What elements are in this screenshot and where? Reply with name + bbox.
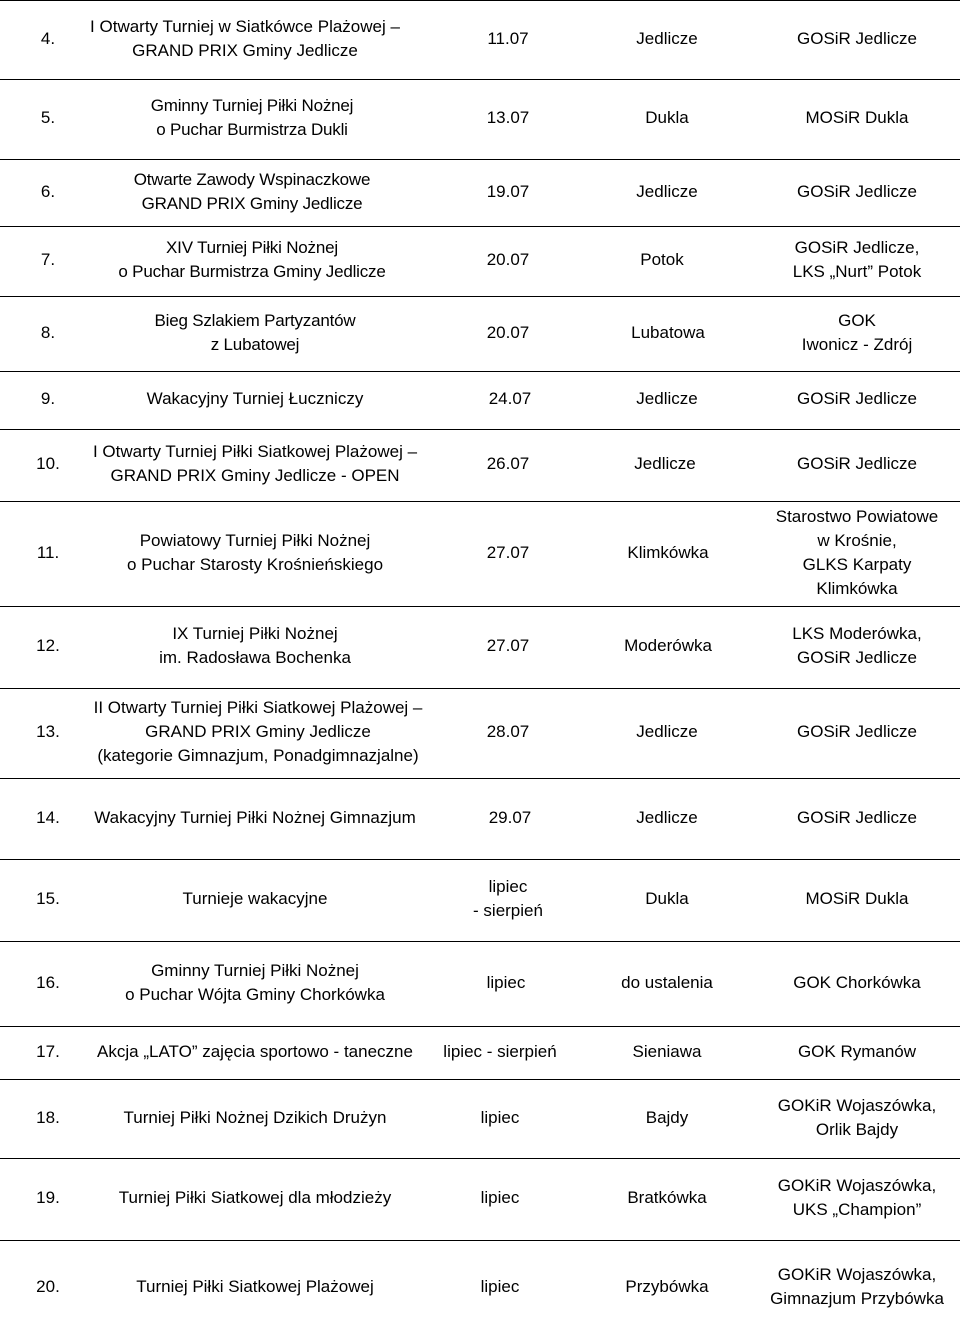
event-place [577, 0, 757, 78]
event-place [577, 1025, 757, 1078]
event-date [423, 605, 593, 687]
event-date-line: 19.07 [486, 181, 530, 201]
event-organizer-line: MOSiR Dukla [805, 108, 909, 127]
event-date [423, 0, 593, 78]
event-name [45, 1239, 465, 1334]
event-date-line: 24.07 [488, 389, 532, 408]
event-organizer [747, 940, 960, 1025]
event-name-line: GRAND PRIX Gminy Jedlicze [145, 722, 371, 741]
event-place-line: Bratkówka [627, 1188, 707, 1207]
event-organizer [747, 605, 960, 687]
event-date [423, 428, 593, 500]
event-place-line: Lubatowa [631, 322, 705, 342]
row-number-line: 7. [40, 250, 56, 269]
event-organizer [747, 78, 960, 158]
event-place [577, 858, 757, 940]
event-name [45, 295, 465, 370]
event-name-line: Gminny Turniej Piłki Nożnej [150, 96, 354, 115]
row-number-line: 8. [40, 322, 56, 342]
event-name-line: Bieg Szlakiem Partyzantów [154, 310, 356, 330]
event-place-line: Jedlicze [636, 29, 698, 48]
event-place-line: do ustalenia [621, 972, 713, 992]
event-name [45, 777, 465, 858]
event-date-line: lipiec [480, 1188, 520, 1207]
event-place [577, 777, 757, 858]
event-place-line: Dukla [645, 889, 689, 908]
event-name-line: o Puchar Burmistrza Dukli [156, 120, 348, 139]
row-number-line: 19. [36, 1188, 60, 1207]
event-name [45, 370, 465, 428]
event-place [577, 940, 757, 1025]
event-name [42, 225, 462, 295]
event-name-line: Gminny Turniej Piłki Nożnej [151, 960, 359, 980]
event-name-line: Wakacyjny Turniej Piłki Nożnej Gimnazjum [94, 807, 416, 827]
event-date [423, 687, 593, 777]
event-organizer-line: GOSiR Jedlicze [797, 807, 917, 827]
event-name [45, 500, 465, 605]
event-organizer-line: GLKS Karpaty [802, 554, 912, 574]
event-organizer-line: UKS „Champion” [792, 1200, 922, 1219]
event-date [415, 1025, 585, 1078]
event-organizer-line: LKS Moderówka, [792, 624, 922, 643]
event-date-line: lipiec - sierpień [443, 1041, 557, 1061]
event-organizer [747, 0, 960, 78]
event-date [423, 858, 593, 940]
event-date [423, 78, 593, 158]
event-organizer [747, 687, 960, 777]
event-organizer-line: Klimkówka [816, 578, 898, 598]
row-number-line: 10. [36, 454, 60, 473]
event-organizer-line: GOK [838, 310, 876, 330]
event-organizer-line: GOSiR Jedlicze [797, 29, 917, 48]
event-organizer-line: Gimnazjum Przybówka [770, 1288, 944, 1308]
event-organizer-line: GOKiR Wojaszówka, [777, 1095, 937, 1115]
event-place [578, 605, 758, 687]
event-date-line: 13.07 [486, 108, 530, 127]
event-name [42, 78, 462, 158]
event-name-line: Wakacyjny Turniej Łuczniczy [146, 389, 364, 408]
event-name [35, 0, 455, 78]
event-organizer-line: Orlik Bajdy [815, 1119, 899, 1139]
event-organizer-line: GOSiR Jedlicze, [794, 238, 920, 257]
event-organizer-line: MOSiR Dukla [805, 889, 909, 908]
event-organizer [747, 500, 960, 605]
event-name [45, 1078, 465, 1157]
event-date [415, 1239, 585, 1334]
event-organizer [747, 1157, 960, 1239]
event-organizer-line: GOK Rymanów [797, 1041, 917, 1061]
event-organizer-line: Iwonicz - Zdrój [801, 334, 913, 354]
row-number-line: 9. [40, 389, 56, 408]
event-date-line: 29.07 [488, 807, 532, 827]
event-organizer [747, 225, 960, 295]
row-number-line: 6. [40, 181, 56, 201]
event-organizer-line: LKS „Nurt” Potok [792, 262, 922, 281]
event-place [577, 370, 757, 428]
event-organizer-line: GOKiR Wojaszówka, [777, 1176, 937, 1195]
event-date [415, 1157, 585, 1239]
event-organizer [747, 428, 960, 500]
event-organizer [747, 1078, 960, 1157]
event-date-line: 11.07 [487, 29, 529, 48]
row-number-line: 17. [36, 1041, 60, 1061]
event-place-line: Klimkówka [627, 542, 709, 562]
event-date-line: lipiec [480, 1107, 520, 1127]
event-organizer [747, 1239, 960, 1334]
event-name [45, 858, 465, 940]
event-date-line: 20.07 [486, 250, 530, 269]
event-name-line: Akcja „LATO” zajęcia sportowo - taneczne [97, 1041, 413, 1061]
event-organizer-line: Starostwo Powiatowe [775, 506, 939, 526]
event-place-line: Sieniawa [632, 1041, 702, 1061]
event-place-line: Jedlicze [636, 181, 698, 201]
event-name-line: IX Turniej Piłki Nożnej [172, 624, 338, 643]
event-organizer [747, 858, 960, 940]
event-date-line: 27.07 [486, 636, 530, 655]
row-number-line: 12. [36, 636, 60, 655]
event-name-line: o Puchar Wójta Gminy Chorkówka [125, 984, 385, 1004]
row-number-line: 16. [36, 972, 60, 992]
event-name-line: GRAND PRIX Gminy Jedlicze [141, 193, 363, 213]
event-name [48, 687, 468, 777]
event-date-line: lipiec [488, 877, 528, 896]
event-organizer [747, 1025, 960, 1078]
event-date [423, 225, 593, 295]
event-organizer [747, 158, 960, 225]
event-place-line: Dukla [645, 108, 689, 127]
row-number-line: 13. [36, 722, 60, 741]
event-date-line: 26.07 [486, 454, 530, 473]
event-place-line: Jedlicze [634, 454, 696, 473]
event-organizer-line: GOSiR Jedlicze [797, 181, 917, 201]
event-name-line: im. Radosława Bochenka [159, 648, 351, 667]
row-number-line: 14. [36, 807, 60, 827]
event-place-line: Moderówka [624, 636, 712, 655]
event-name-line: Powiatowy Turniej Piłki Nożnej [139, 530, 371, 550]
event-place [578, 500, 758, 605]
row-number-line: 15. [36, 889, 60, 908]
event-name [45, 605, 465, 687]
event-place-line: Jedlicze [636, 722, 698, 741]
event-place [577, 1078, 757, 1157]
event-name-line: Turniej Piłki Siatkowej Plażowej [136, 1276, 374, 1296]
event-date [423, 295, 593, 370]
event-place-line: Bajdy [645, 1107, 689, 1127]
row-number-line: 18. [36, 1107, 60, 1127]
event-date-line: 20.07 [486, 322, 530, 342]
event-date [425, 777, 595, 858]
event-date-line: 28.07 [486, 722, 530, 741]
event-organizer-line: GOSiR Jedlicze [797, 389, 917, 408]
row-number-line: 11. [36, 542, 60, 562]
event-organizer [747, 370, 960, 428]
event-organizer-line: GOSiR Jedlicze [797, 648, 917, 667]
event-name-line: (kategorie Gimnazjum, Ponadgimnazjalne) [97, 746, 419, 765]
event-name-line: Turnieje wakacyjne [182, 889, 328, 908]
event-name-line: Turniej Piłki Siatkowej dla młodzieży [118, 1188, 392, 1207]
event-place-line: Przybówka [625, 1276, 709, 1296]
event-name [42, 158, 462, 225]
event-date-line: - sierpień [473, 901, 543, 920]
event-name-line: Otwarte Zawody Wspinaczkowe [133, 169, 371, 189]
event-date [425, 370, 595, 428]
event-date [423, 158, 593, 225]
row-number-line: 20. [36, 1276, 60, 1296]
event-date [423, 500, 593, 605]
event-name-line: o Puchar Starosty Krośnieńskiego [126, 554, 384, 574]
event-name-line: GRAND PRIX Gminy Jedlicze [132, 41, 358, 60]
event-name [45, 940, 465, 1025]
event-place [577, 1157, 757, 1239]
event-name-line: Turniej Piłki Nożnej Dzikich Drużyn [123, 1107, 387, 1127]
event-name-line: XIV Turniej Piłki Nożnej [166, 238, 338, 257]
event-place [578, 295, 758, 370]
event-place-line: Jedlicze [636, 807, 698, 827]
event-organizer-line: w Krośnie, [817, 530, 897, 550]
row-number-line: 4. [40, 29, 56, 48]
event-date-line: lipiec [486, 972, 526, 992]
event-place [577, 78, 757, 158]
event-organizer-line: GOSiR Jedlicze [797, 454, 917, 473]
event-place-line: Potok [640, 250, 684, 269]
event-name [45, 1025, 465, 1078]
event-place [577, 1239, 757, 1334]
event-organizer [747, 777, 960, 858]
event-place [577, 158, 757, 225]
event-organizer-line: GOKiR Wojaszówka, [777, 1264, 937, 1284]
event-date-line: 27.07 [486, 542, 530, 562]
event-name [45, 1157, 465, 1239]
event-name-line: I Otwarty Turniej Piłki Siatkowej Plażowej – [92, 442, 418, 461]
event-place [572, 225, 752, 295]
event-name-line: II Otwarty Turniej Piłki Siatkowej Plażowej – [93, 698, 423, 717]
event-name-line: GRAND PRIX Gminy Jedlicze - OPEN [110, 466, 400, 485]
event-date-line: lipiec [480, 1276, 520, 1296]
event-date [415, 1078, 585, 1157]
event-place [577, 687, 757, 777]
event-organizer-line: GOK Chorkówka [793, 972, 921, 992]
event-name-line: I Otwarty Turniej w Siatkówce Plażowej – [90, 17, 400, 36]
event-place [575, 428, 755, 500]
row-number-line: 5. [40, 108, 56, 127]
event-name-line: o Puchar Burmistrza Gminy Jedlicze [118, 262, 386, 281]
event-name-line: z Lubatowej [210, 334, 300, 354]
event-place-line: Jedlicze [636, 389, 698, 408]
event-organizer-line: GOSiR Jedlicze [797, 722, 917, 741]
event-organizer [747, 295, 960, 370]
event-name [45, 428, 465, 500]
event-date [421, 940, 591, 1025]
